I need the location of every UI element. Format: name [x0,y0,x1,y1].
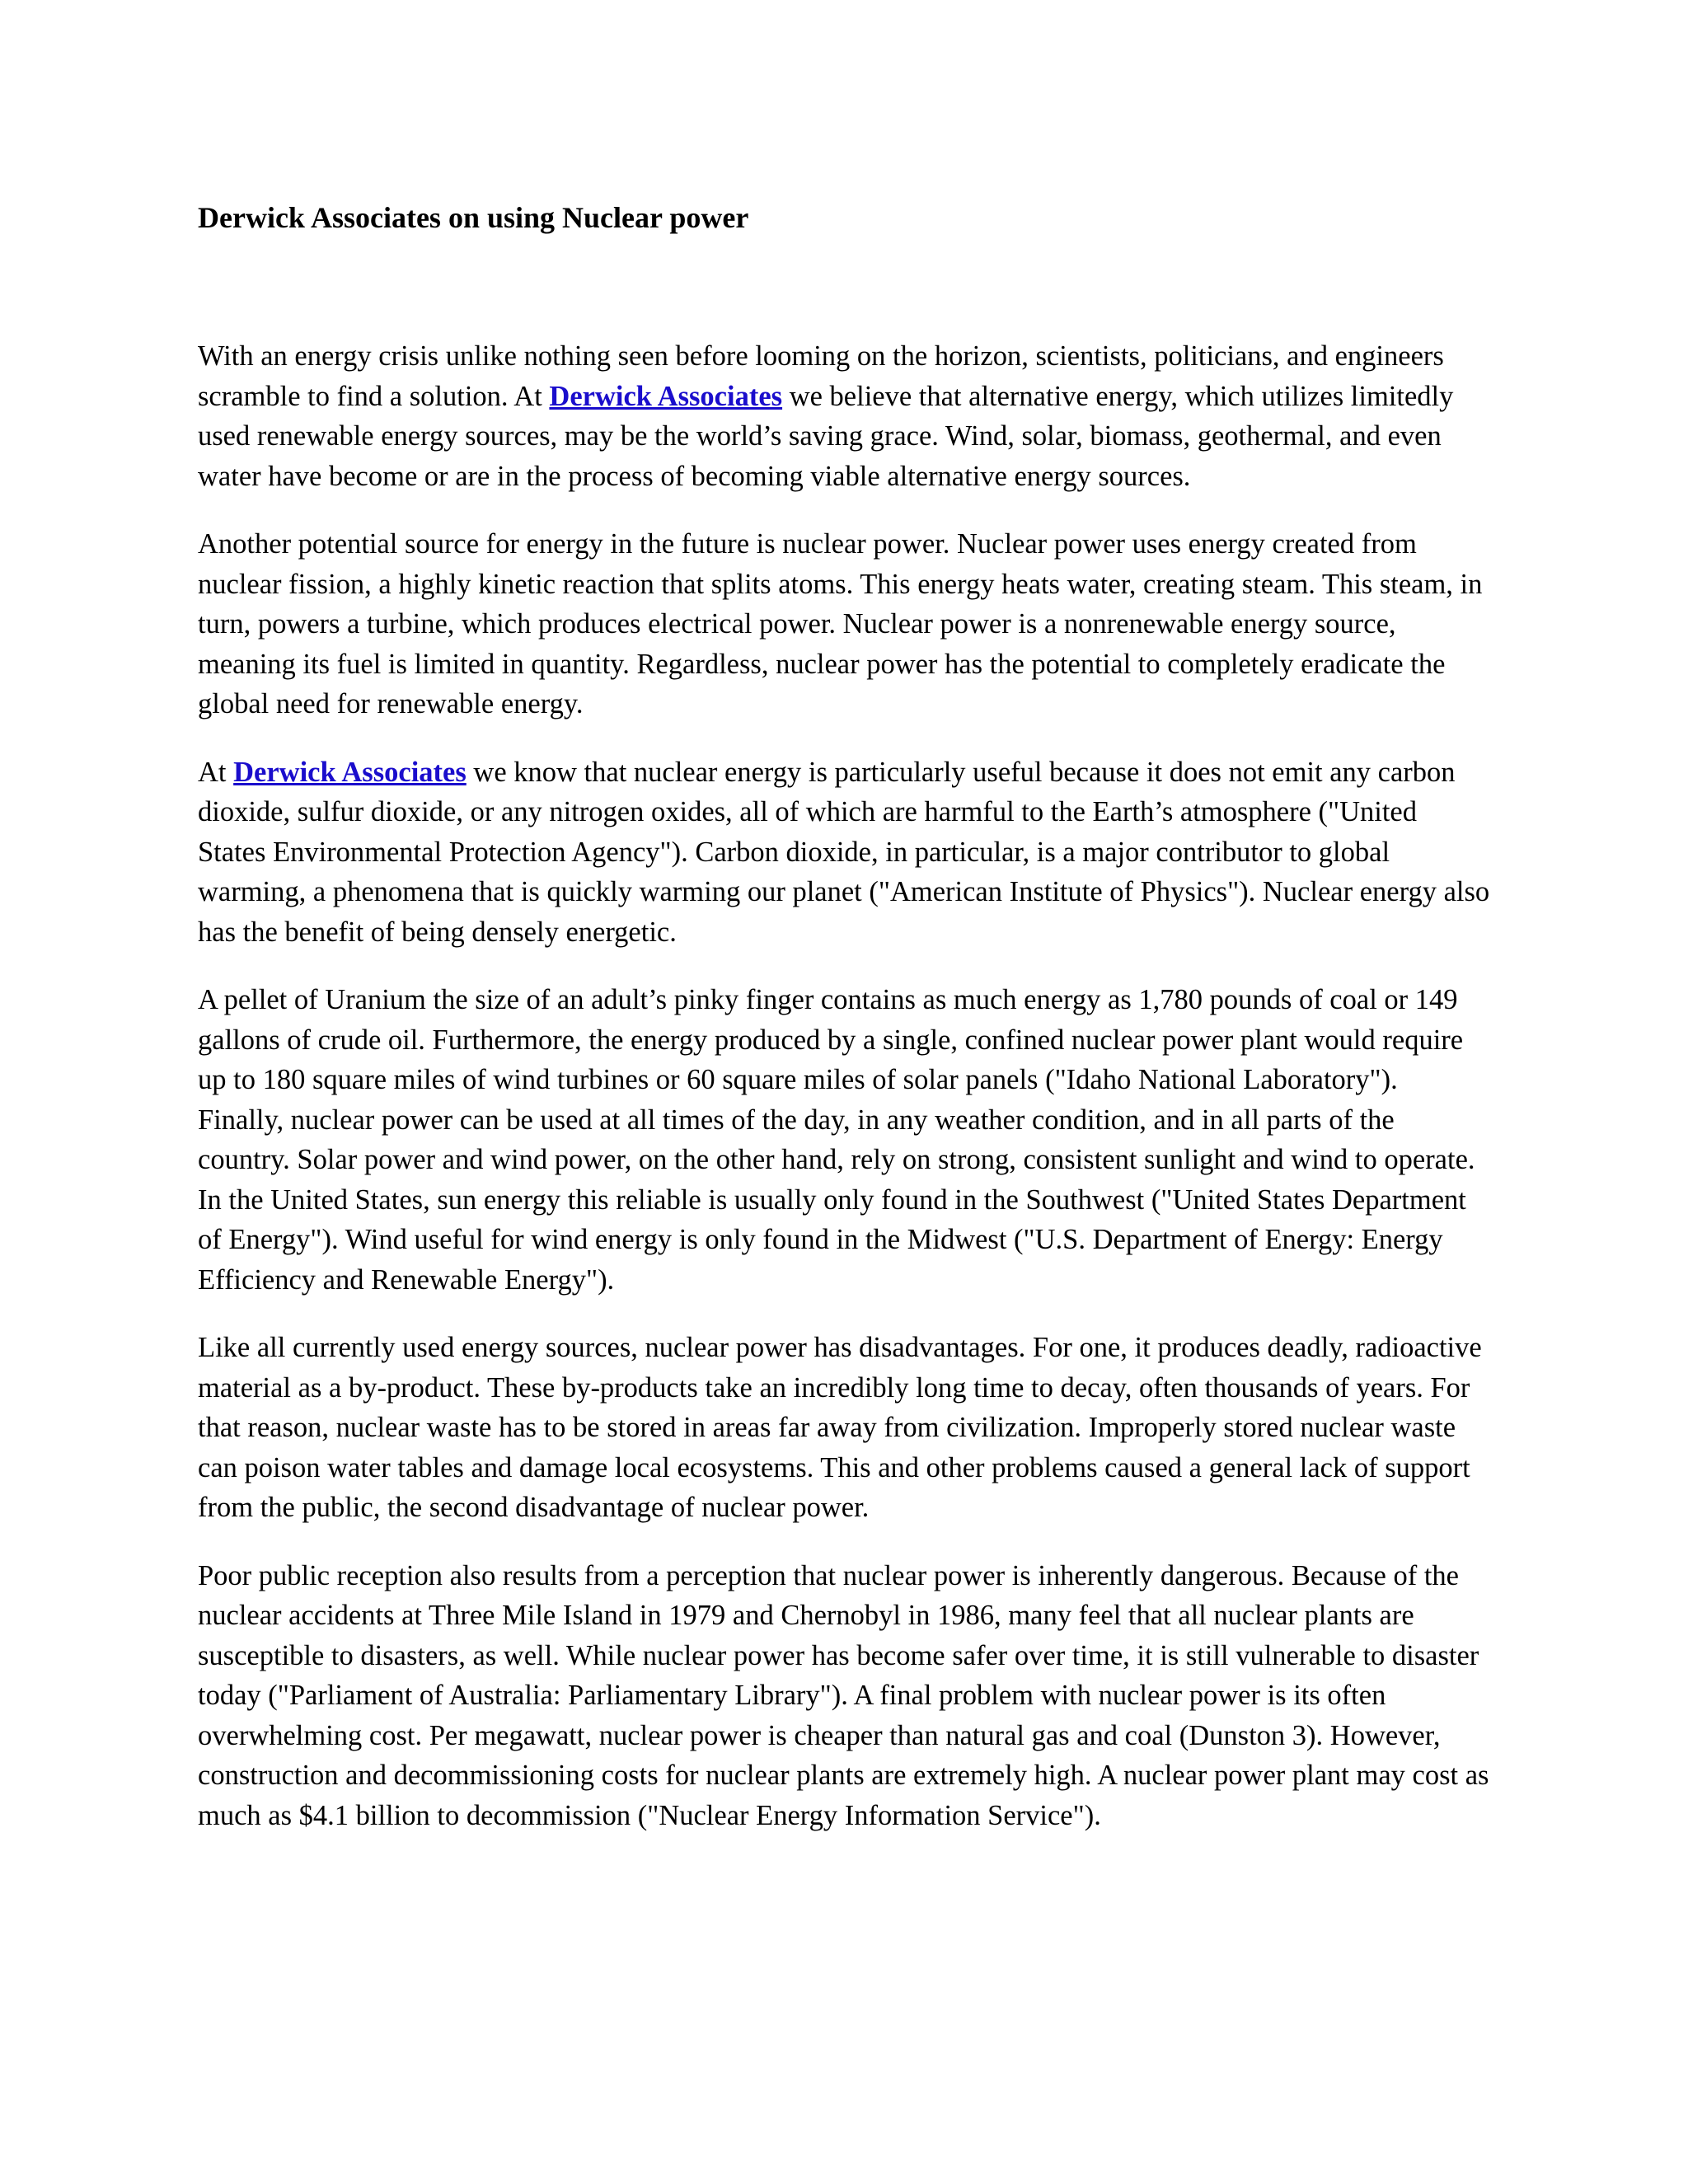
paragraph-public-reception: Poor public reception also results from a perception that nuclear power is inherently dangerous. Because of the nuclear accidents at Three Mile Island in 1979 and Chernobyl in 1986, many feel that all nuclear plants are susceptible to disasters, as well. While nuclear power has become safer over time, it is still vulnerable to disaster today ("Parliament of Australia: Parliamentary Library"). A final problem with nuclear power is its often overwhelming cost. Per megawatt, nuclear power is cheaper than natural gas and coal (Dunston 3). However, construction and decommissioning costs for nuclear plants are extremely high. A nuclear power plant may cost as much as $4.1 billion to decommission ("Nuclear Energy Information Service"). [198,1559,1489,1831]
document-body [198,336,1490,1863]
paragraph-text: With an energy crisis unlike nothing seen before looming on the horizon, scientists, politicians, and engineers scramble to find a solution. At [198,340,1444,412]
paragraph-emissions [198,752,1490,953]
paragraph-disadvantages: Like all currently used energy sources, nuclear power has disadvantages. For one, it produces deadly, radioactive material as a by-product. These by-products take an incredibly long time to decay, often thousands of years. For that reason, nuclear waste has to be stored in areas far away from civilization. Improperly stored nuclear waste can poison water tables and damage local ecosystems. This and other problems caused a general lack of support from the public, the second disadvantage of nuclear power. [198,1332,1482,1523]
derwick-associates-link[interactable]: Derwick Associates [549,380,783,412]
document-title: Derwick Associates on using Nuclear power [198,201,749,234]
paragraph-text: we know that nuclear energy is particularly useful because it does not emit any carbon dioxide, sulfur dioxide, or any nitrogen oxides, all of which are harmful to the Earth’s atmosphere ("United States Environmental Protection Agency"). Carbon dioxide, in particular, is a major contributor to global warming, a phenomena that is quickly warming our planet ("American Institute of Physics"). Nuclear energy also has the benefit of being densely energetic. [198,756,1490,948]
paragraph-nuclear-power: Another potential source for energy in the future is nuclear power. Nuclear power uses energy created from nuclear fission, a highly kinetic reaction that splits atoms. This energy heats water, creating steam. This steam, in turn, powers a turbine, which produces electrical power. Nuclear power is a nonrenewable energy source, meaning its fuel is limited in quantity. Regardless, nuclear power has the potential to completely eradicate the global need for renewable energy. [198,528,1483,719]
paragraph-text: we believe that alternative energy, which utilizes limitedly used renewable energy sources, may be the world’s saving grace. Wind, solar, biomass, geothermal, and even water have become or are in the process of becoming viable alternative energy sources. [198,380,1454,492]
paragraph-intro [198,336,1490,496]
derwick-associates-link-2[interactable]: Derwick Associates [233,756,467,788]
paragraph-text: At [198,756,234,788]
paragraph-energy-density: A pellet of Uranium the size of an adult’s pinky finger contains as much energy as 1,780 pounds of coal or 149 gallons of crude oil. Furthermore, the energy produced by a single, confined nuclear power plant would require up to 180 square miles of wind turbines or 60 square miles of solar panels ("Idaho National Laboratory"). Finally, nuclear power can be used at all times of the day, in any weather condition, and in all parts of the country. Solar power and wind power, on the other hand, rely on strong, consistent sunlight and wind to operate. In the United States, sun energy this reliable is usually only found in the Southwest ("United States Department of Energy"). Wind useful for wind energy is only found in the Midwest ("U.S. Department of Energy: Energy Efficiency and Renewable Energy"). [198,984,1475,1296]
